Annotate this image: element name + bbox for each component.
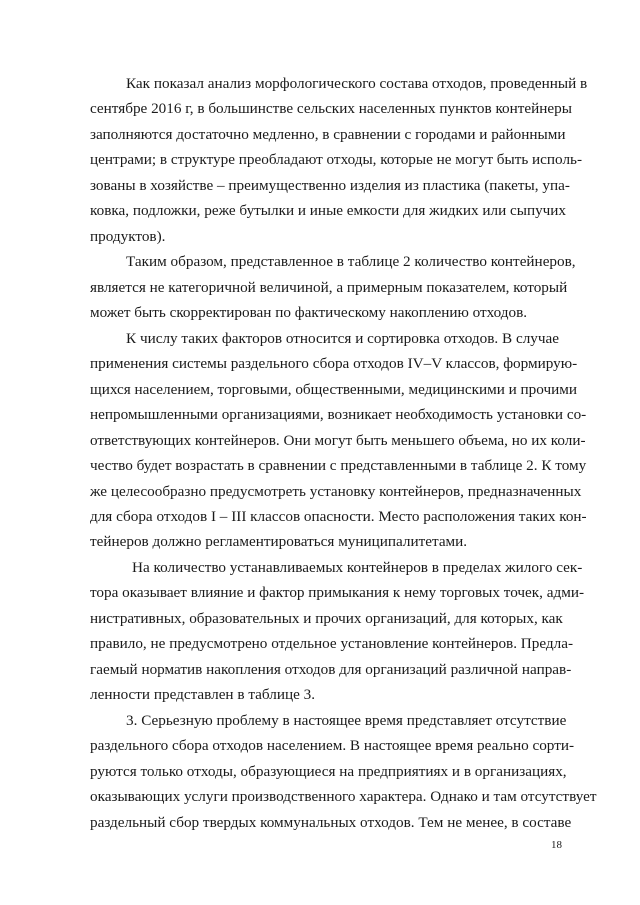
text-line: продуктов). bbox=[90, 228, 166, 245]
text-line: оказывающих услуги производственного характера. Однако и там отсутствует bbox=[90, 788, 597, 805]
text-line: щихся населением, торговыми, общественными, медицинскими и прочими bbox=[90, 381, 577, 398]
text-line: 3. Серьезную проблему в настоящее время представляет отсутствие bbox=[126, 712, 567, 729]
text-line: ковка, подложки, реже бутылки и иные емкости для жидких или сыпучих bbox=[90, 202, 567, 219]
text-line: Таким образом, представленное в таблице 2 количество контейнеров, bbox=[126, 253, 576, 270]
text-line: раздельного сбора отходов населением. В настоящее время реально сорти- bbox=[90, 737, 575, 754]
text-line: К числу таких факторов относится и сортировка отходов. В случае bbox=[126, 330, 559, 347]
text-line: тора оказывает влияние и фактор примыкания к нему торговых точек, адми- bbox=[90, 584, 585, 601]
text-line: может быть скорректирован по фактическому накоплению отходов. bbox=[90, 304, 528, 321]
text-line: центрами; в структуре преобладают отходы, которые не могут быть исполь- bbox=[90, 151, 583, 168]
text-line: тейнеров должно регламентироваться муниципалитетами. bbox=[90, 533, 468, 550]
text-line: заполняются достаточно медленно, в сравнении с городами и районными bbox=[90, 126, 566, 143]
text-line: непромышленными организациями, возникает необходимость установки со- bbox=[90, 406, 587, 423]
text-line: На количество устанавливаемых контейнеров в пределах жилого сек- bbox=[132, 559, 583, 576]
text-line: сентябре 2016 г, в большинстве сельских населенных пунктов контейнеры bbox=[90, 100, 572, 117]
text-line: Как показал анализ морфологического состава отходов, проведенный в bbox=[126, 75, 588, 92]
text-line: правило, не предусмотрено отдельное установление контейнеров. Предла- bbox=[90, 635, 574, 652]
text-line: раздельный сбор твердых коммунальных отходов. Тем не менее, в составе bbox=[90, 814, 572, 831]
text-line: для сбора отходов I – III классов опасности. Место расположения таких кон- bbox=[90, 508, 587, 525]
text-line: нистративных, образовательных и прочих организаций, для которых, как bbox=[90, 610, 563, 627]
text-line: же целесообразно предусмотреть установку контейнеров, предназначенных bbox=[90, 483, 582, 500]
text-line: применения системы раздельного сбора отходов IV–V классов, формирую- bbox=[90, 355, 578, 372]
text-line: зованы в хозяйстве – преимущественно изделия из пластика (пакеты, упа- bbox=[90, 177, 570, 194]
text-line: является не категоричной величиной, а примерным показателем, который bbox=[90, 279, 568, 296]
text-line: гаемый норматив накопления отходов для организаций различной направ- bbox=[90, 661, 572, 678]
text-line: ленности представлен в таблице 3. bbox=[90, 686, 316, 703]
text-line: руются только отходы, образующиеся на предприятиях и в организациях, bbox=[90, 763, 567, 780]
page-number: 18 bbox=[551, 839, 562, 851]
text-line: ответствующих контейнеров. Они могут быть меньшего объема, но их коли- bbox=[90, 432, 586, 449]
text-line: чество будет возрастать в сравнении с представленными в таблице 2. К тому bbox=[90, 457, 587, 474]
